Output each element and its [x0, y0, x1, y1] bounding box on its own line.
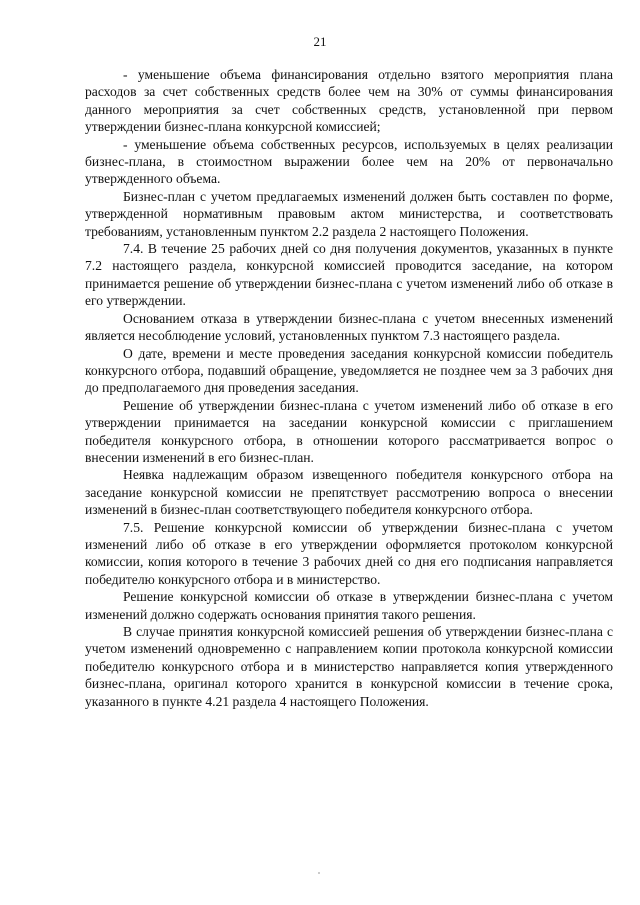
paragraph: Решение конкурсной комиссии об отказе в утверждении бизнес-плана с учетом изменений должно содержать основания принятия такого решения.	[85, 589, 613, 622]
paragraph: Решение об утверждении бизнес-плана с учетом изменений либо об отказе в его утверждении принимается на заседании конкурсной комиссии с приглашением победителя конкурсного отбора, в отношении которого рассматривается вопрос о внесении изменений в его бизнес-план.	[85, 397, 613, 465]
paragraph: Неявка надлежащим образом извещенного победителя конкурсного отбора на заседание конкурсной комиссии не препятствует рассмотрению вопроса о внесении изменений в бизнес-план соответствующего победителя конкурсного отбора.	[85, 467, 613, 518]
paragraph: 7.4. В течение 25 рабочих дней со дня получения документов, указанных в пункте 7.2 настоящего раздела, конкурсной комиссией проводится заседание, на котором принимается решение об утверждении бизнес-плана с учетом изменений либо об отказе в его утверждении.	[85, 241, 613, 309]
paragraph: 7.5. Решение конкурсной комиссии об утверждении бизнес-плана с учетом изменений либо об отказе в его утверждении оформляется протоколом конкурсной комиссии, копия которого в течение 3 рабочих дней со дня его подписания направляется победителю конкурсного отбора и в министерство.	[85, 519, 613, 587]
body-text	[85, 66, 613, 710]
paragraph: - уменьшение объема собственных ресурсов, используемых в целях реализации бизнес-плана, в стоимостном выражении более чем на 20% от первоначально утвержденного объема.	[85, 136, 613, 187]
paragraph: О дате, времени и месте проведения заседания конкурсной комиссии победитель конкурсного отбора, подавший обращение, уведомляется не позднее чем за 3 рабочих дня до предполагаемого дня проведения заседания.	[85, 345, 613, 396]
paragraph: В случае принятия конкурсной комиссией решения об утверждении бизнес-плана с учетом изменений одновременно с направлением копии протокола конкурсной комиссии победителю конкурсного отбора и в министерство направляется копия утвержденного бизнес-плана, оригинал которого хранится в конкурсной комиссии в течение срока, указанного в пункте 4.21 раздела 4 настоящего Положения.	[85, 624, 613, 709]
page-number: 21	[313, 34, 327, 49]
scan-speck	[318, 872, 320, 874]
paragraph: Основанием отказа в утверждении бизнес-плана с учетом внесенных изменений является несоблюдение условий, установленных пунктом 7.3 настоящего раздела.	[85, 310, 613, 344]
paragraph: Бизнес-план с учетом предлагаемых изменений должен быть составлен по форме, утвержденной нормативным правовым актом министерства, и соответствовать требованиям, установленным пунктом 2.2 раздела 2 настоящего Положения.	[85, 188, 613, 239]
paragraph: - уменьшение объема финансирования отдельно взятого мероприятия плана расходов за счет собственных средств более чем на 30% от суммы финансирования данного мероприятия за счет собственных средств, установленной при первом утверждении бизнес-плана конкурсной комиссией;	[85, 67, 613, 135]
